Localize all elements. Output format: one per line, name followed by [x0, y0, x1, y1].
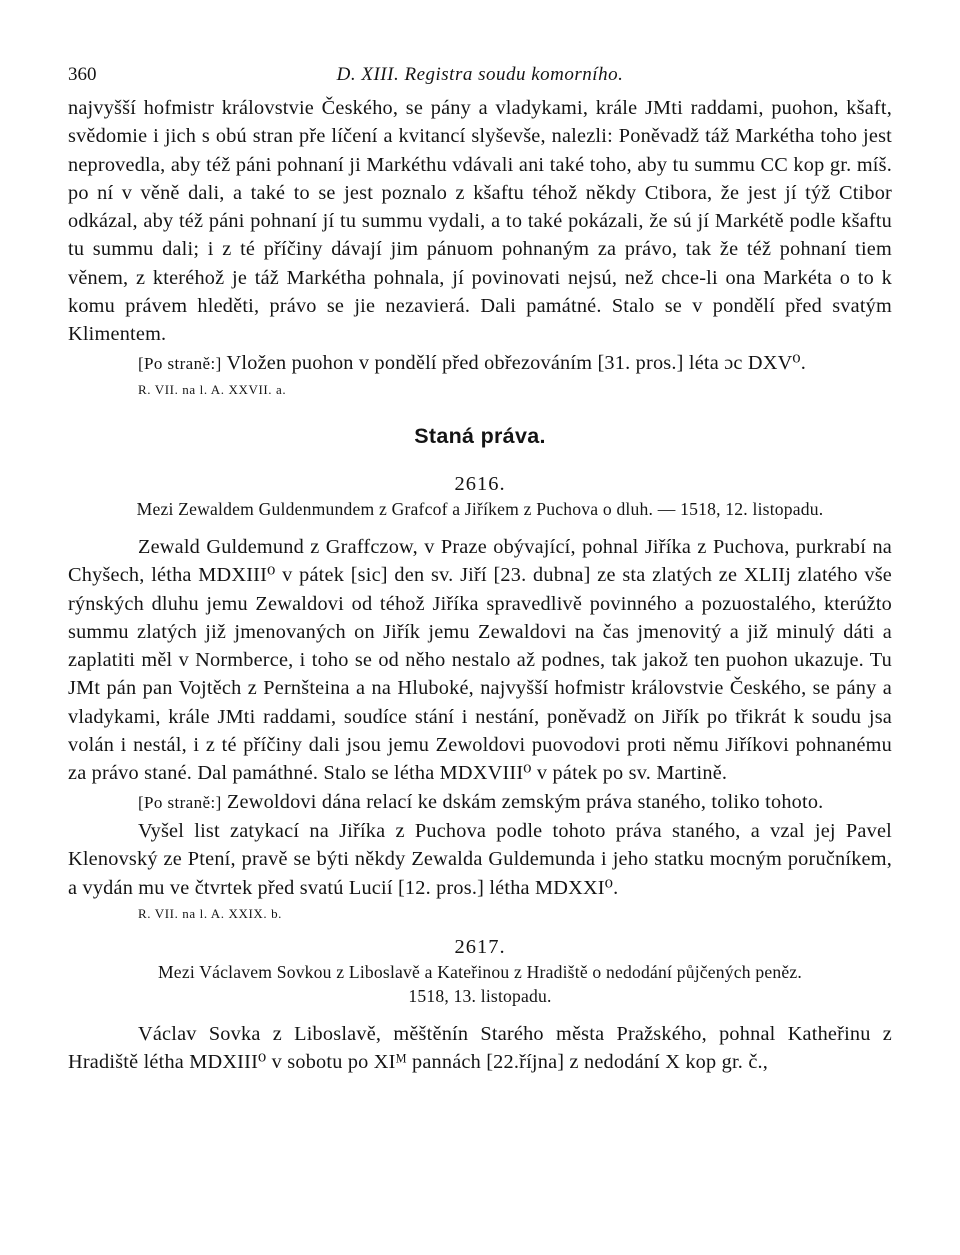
- entry-summary: Mezi Zewaldem Guldenmundem z Grafcof a Jiříkem z Puchova o dluh. — 1518, 12. listopadu.: [136, 498, 824, 519]
- margin-note-text: Vložen puohon v pondělí před obřezováním [31. pros.] léta ɔc DXV⁰.: [221, 351, 807, 374]
- archive-signature: R. VII. na l. A. XXIX. b.: [138, 905, 283, 921]
- margin-note-label: [Po straně:]: [138, 353, 222, 373]
- margin-note-text: Zewoldovi dána relací ke dskám zemským práva staného, toliko tohoto.: [221, 790, 824, 813]
- running-header: [68, 64, 892, 94]
- archive-signature: R. VII. na l. A. XXVII. a.: [138, 381, 287, 397]
- entry-body: Václav Sovka z Liboslavě, měštěnín Starého města Pražského, pohnal Katheřinu z Hradiště létha MDXIII⁰ v sobotu po XIᴹ pannách [22.října] z nedodání X kop gr. č.,: [68, 1022, 892, 1074]
- entry-summary: [68, 960, 892, 1008]
- margin-note-label: [Po straně:]: [138, 792, 222, 812]
- margin-note: [68, 349, 892, 378]
- intro-paragraph: najvyšší hofmistr královstvie Českého, se pány a vladykami, krále JMti raddami, puohon, kšaft, svědomie i jich s obú stran pře líčení a kvitancí slyševše, nalezli: Poněvadž táž Markétha toho jest neprovedla, aby též páni pohnaní ji Markéthu vdávali ani také toho, aby tu summu CC kop gr. míš. po ní v věně dali, a také to se jest poznalo z kšaftu téhož někdy Ctibora, že jest jí týž Ctibor odkázal, aby též páni pohnaní jí tu summu vydali, a to také pokázali, že sú jí Markétě podle kšaftu tu summu dali; i z té příčiny dávají jim pánuom pohnaným za právo, tak že též pohnaní tiem věnem, z kteréhož je táž Markétha pohnala, jí povinovati nejsú, než chce-li ona Markéta o to k komu právem hleděti, právo se jie nezavierá. Dali památné. Stalo se v pondělí před svatým Klimentem.: [68, 97, 892, 346]
- entry-number: 2616.: [454, 472, 506, 495]
- running-title: D. XIII. Registra soudu komorního.: [336, 64, 624, 85]
- page-number: 360: [68, 64, 97, 85]
- entry-body: Zewald Guldemund z Graffczow, v Praze obývající, pohnal Jiříka z Puchova, purkrabí na Chyšech, létha MDXIII⁰ v pátek [sic] den sv. Jiří [23. dubna] ze sta zlatých ze XLIIj zlatého vše rýnských dluhu jemu Zewaldovi od téhož Jiříka spravedlivě povinného a pozuostalého, kterúžto summu zlatých již jmenovaných on Jiřík jemu Zewaldovi na čas jmenovitý a již minulý dáti a zaplatiti měl v Normberce, i toho se od něho nestalo až podnes, tak jakož ten puohon ukazuje. Tu JMt pán pan Vojtěch z Pernšteina a na Hluboké, najvyšší hofmistr královstvie Českého, se pány a vladykami, krále JMti raddami, soudíce stání i nestání, poněvadž on Jiřík po třikrát k soudu jsa volán i nestál, i z té příčiny dali jsou jemu Zewoldovi puovodovi proti němu Jiříkovi pohnanému za právo stané. Dal památhné. Stalo se létha MDXVIII⁰ v pátek po sv. Martině.: [68, 535, 892, 785]
- arrest-warrant-paragraph: Vyšel list zatykací na Jiříka z Puchova podle tohoto práva staného, a vzal jej Pavel Klenovský ze Ptení, pravě se býti někdy Zewalda Guldemunda i jeho statku mocným poručníkem, a vydán mu ve čtvrtek před svatú Lucií [12. pros.] létha MDXXI⁰.: [68, 819, 892, 899]
- section-heading: Staná práva.: [414, 423, 546, 448]
- entry-summary-line: Mezi Václavem Sovkou z Liboslavě a Kateřinou z Hradiště o nedodání půjčených peněz.: [157, 961, 803, 982]
- entry-2616: [68, 471, 892, 924]
- entry-summary-date: 1518, 13. listopadu.: [408, 985, 552, 1006]
- document-page: [68, 64, 892, 1076]
- margin-note: [68, 788, 892, 817]
- entry-number: 2617.: [454, 935, 506, 958]
- entry-2617: [68, 934, 892, 1077]
